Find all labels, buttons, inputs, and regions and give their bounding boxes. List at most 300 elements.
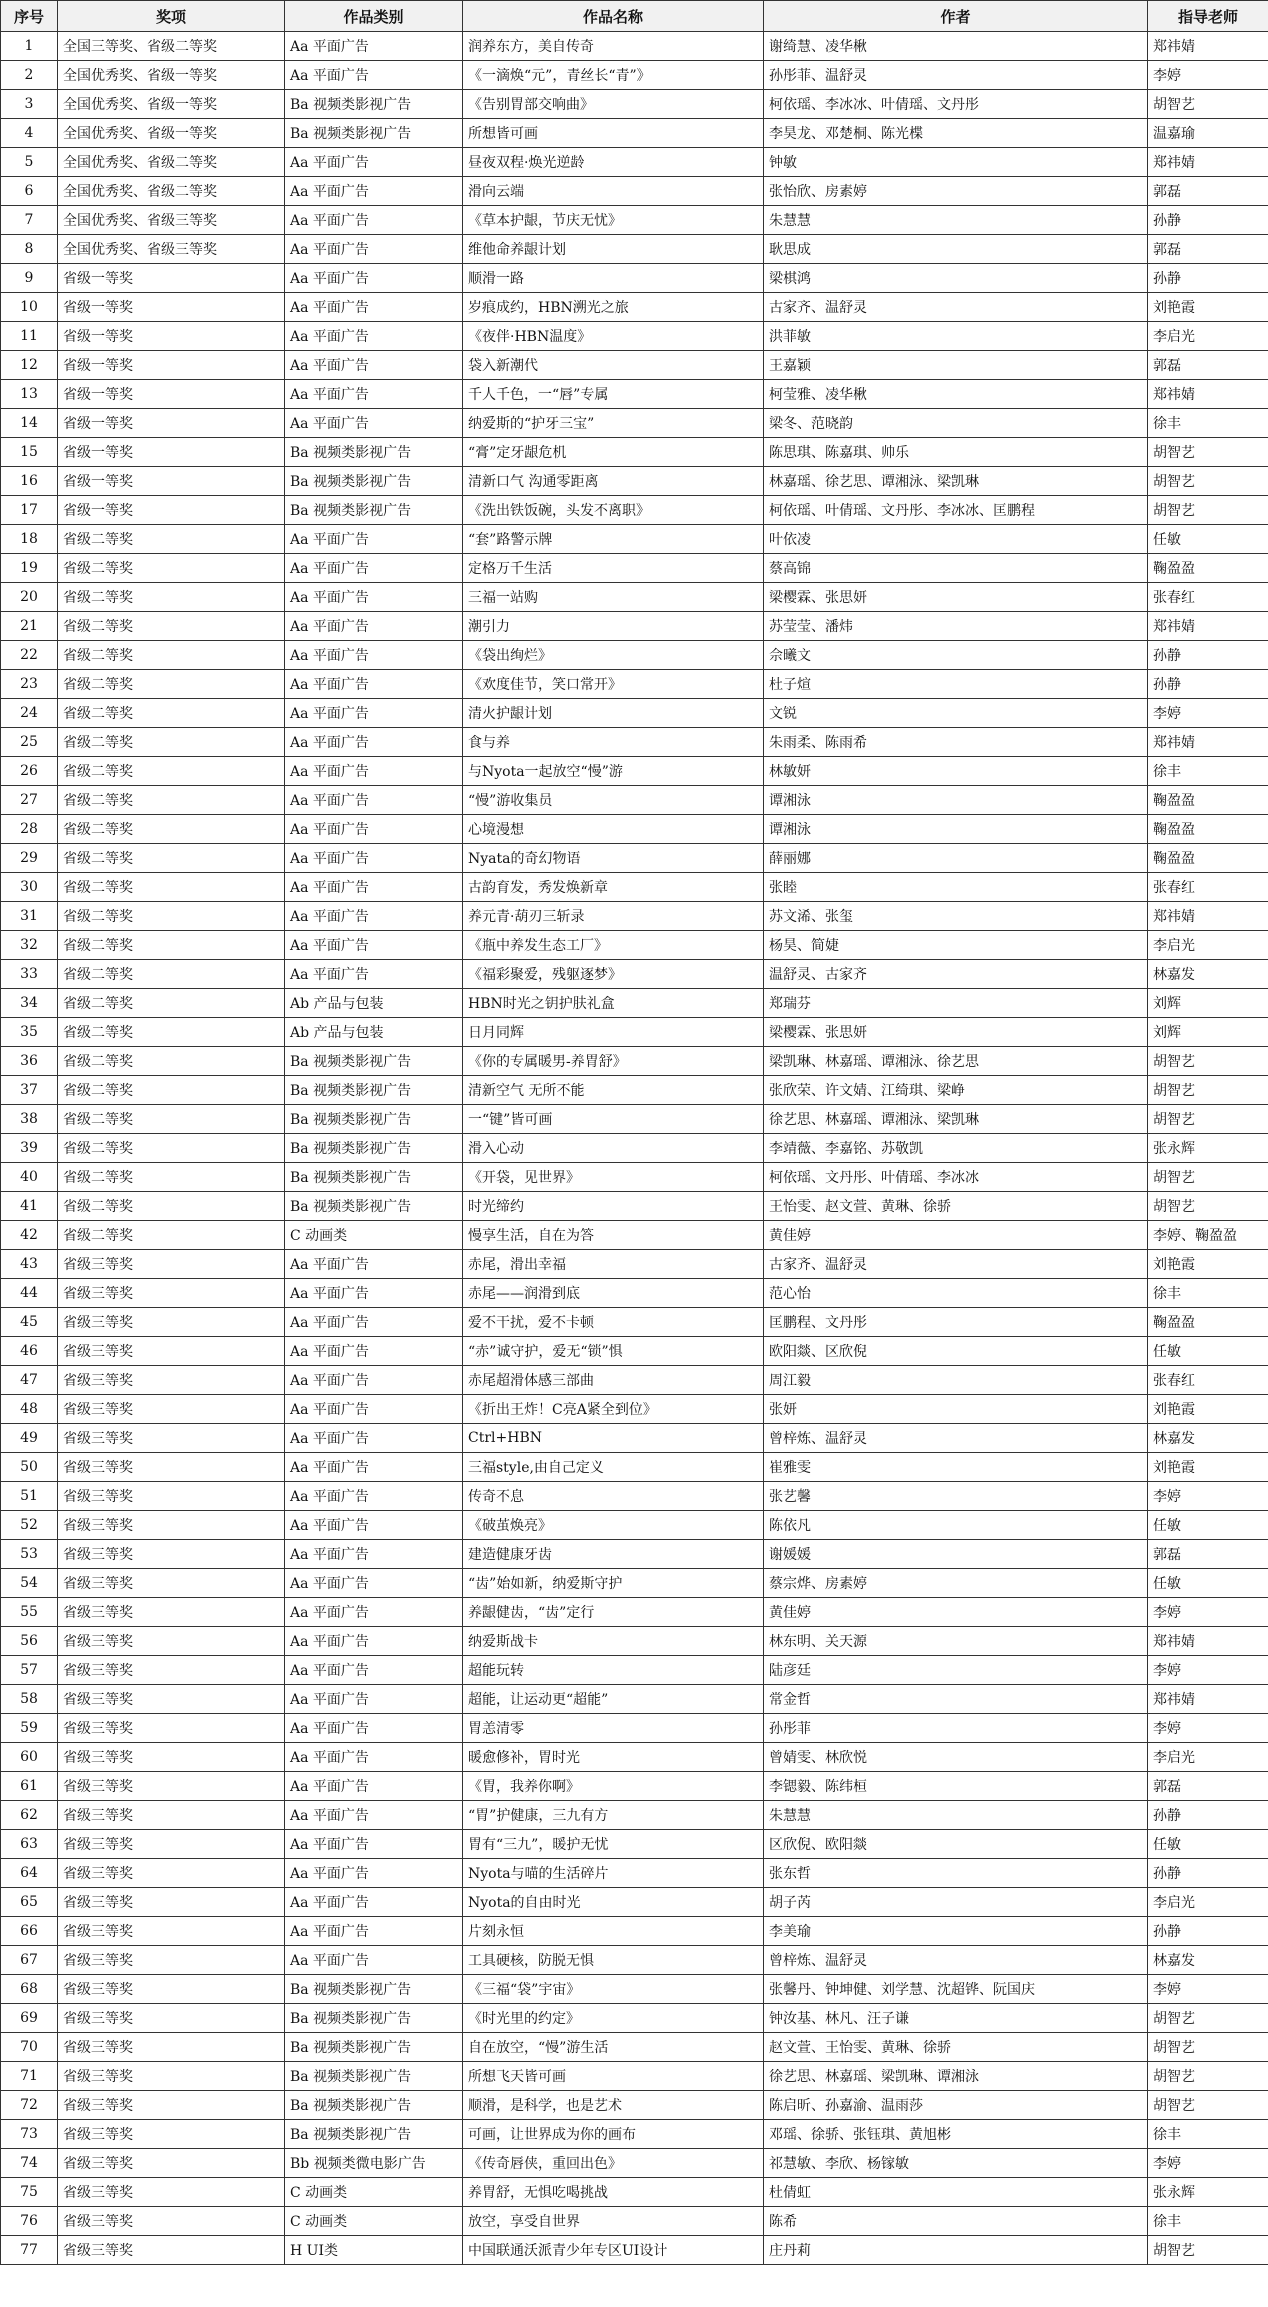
cell-teacher: 胡智艺 (1148, 2004, 1268, 2033)
cell-category: Aa 平面广告 (285, 206, 463, 235)
cell-category: Aa 平面广告 (285, 351, 463, 380)
table-row (1, 1656, 1268, 1685)
cell-authors: 朱雨柔、陈雨希 (764, 728, 1148, 757)
cell-authors: 梁樱霖、张思妍 (764, 1018, 1148, 1047)
table-row (1, 554, 1268, 583)
cell-authors: 周江毅 (764, 1366, 1148, 1395)
cell-category: Aa 平面广告 (285, 1917, 463, 1946)
cell-authors: 柯莹雅、凌华楸 (764, 380, 1148, 409)
cell-title: HBN时光之钥护肤礼盒 (463, 989, 764, 1018)
cell-title: 超能玩转 (463, 1656, 764, 1685)
cell-award: 省级二等奖 (58, 1018, 285, 1047)
cell-title: 胃有“三九”，暖护无忧 (463, 1830, 764, 1859)
cell-award: 省级一等奖 (58, 438, 285, 467)
cell-category: Ba 视频类影视广告 (285, 1134, 463, 1163)
cell-authors: 李靖薇、李嘉铭、苏敬凯 (764, 1134, 1148, 1163)
table-row (1, 1453, 1268, 1482)
cell-category: Aa 平面广告 (285, 1656, 463, 1685)
cell-authors: 朱慧慧 (764, 206, 1148, 235)
cell-authors: 陈依凡 (764, 1511, 1148, 1540)
cell-no: 29 (1, 844, 58, 873)
cell-award: 全国优秀奖、省级三等奖 (58, 206, 285, 235)
table-row (1, 61, 1268, 90)
cell-teacher: 林嘉发 (1148, 1946, 1268, 1975)
cell-authors: 文锐 (764, 699, 1148, 728)
cell-no: 71 (1, 2062, 58, 2091)
table-row (1, 2004, 1268, 2033)
table-row (1, 1482, 1268, 1511)
cell-authors: 钟汝基、林凡、汪子谦 (764, 2004, 1148, 2033)
cell-award: 全国优秀奖、省级二等奖 (58, 177, 285, 206)
cell-award: 省级三等奖 (58, 1685, 285, 1714)
table-row (1, 409, 1268, 438)
cell-title: 滑入心动 (463, 1134, 764, 1163)
cell-title: Nyata的奇幻物语 (463, 844, 764, 873)
cell-title: 潮引力 (463, 612, 764, 641)
cell-authors: 胡子芮 (764, 1888, 1148, 1917)
cell-category: Ba 视频类影视广告 (285, 1163, 463, 1192)
cell-title: 赤尾超滑体感三部曲 (463, 1366, 764, 1395)
cell-authors: 洪菲敏 (764, 322, 1148, 351)
cell-teacher: 鞠盈盈 (1148, 815, 1268, 844)
cell-title: 清新空气 无所不能 (463, 1076, 764, 1105)
cell-no: 76 (1, 2207, 58, 2236)
cell-award: 省级二等奖 (58, 583, 285, 612)
cell-title: 片刻永恒 (463, 1917, 764, 1946)
cell-authors: 蔡宗烨、房素婷 (764, 1569, 1148, 1598)
cell-award: 省级三等奖 (58, 1337, 285, 1366)
cell-no: 60 (1, 1743, 58, 1772)
cell-category: Aa 平面广告 (285, 1511, 463, 1540)
cell-award: 省级二等奖 (58, 525, 285, 554)
table-row (1, 32, 1268, 61)
cell-title: 古韵育发，秀发焕新章 (463, 873, 764, 902)
cell-title: 三福一站购 (463, 583, 764, 612)
table-row (1, 1366, 1268, 1395)
cell-no: 51 (1, 1482, 58, 1511)
cell-authors: 张睦 (764, 873, 1148, 902)
cell-teacher: 郑祎婧 (1148, 612, 1268, 641)
cell-award: 省级一等奖 (58, 496, 285, 525)
table-row (1, 1830, 1268, 1859)
cell-no: 44 (1, 1279, 58, 1308)
cell-no: 57 (1, 1656, 58, 1685)
cell-no: 74 (1, 2149, 58, 2178)
cell-teacher: 胡智艺 (1148, 2062, 1268, 2091)
cell-category: Aa 平面广告 (285, 1714, 463, 1743)
cell-category: Aa 平面广告 (285, 235, 463, 264)
cell-category: Aa 平面广告 (285, 32, 463, 61)
cell-teacher: 李启光 (1148, 931, 1268, 960)
cell-title: 《时光里的约定》 (463, 2004, 764, 2033)
cell-teacher: 张春红 (1148, 583, 1268, 612)
table-header-row (1, 1, 1268, 32)
table-row (1, 1221, 1268, 1250)
cell-teacher: 鞠盈盈 (1148, 844, 1268, 873)
cell-no: 24 (1, 699, 58, 728)
cell-category: Ba 视频类影视广告 (285, 1975, 463, 2004)
cell-category: Aa 平面广告 (285, 1946, 463, 1975)
cell-title: 爱不干扰，爱不卡顿 (463, 1308, 764, 1337)
cell-no: 12 (1, 351, 58, 380)
cell-category: Aa 平面广告 (285, 1859, 463, 1888)
cell-award: 省级二等奖 (58, 786, 285, 815)
cell-award: 省级二等奖 (58, 931, 285, 960)
table-row (1, 467, 1268, 496)
cell-award: 省级二等奖 (58, 815, 285, 844)
cell-authors: 梁樱霖、张思妍 (764, 583, 1148, 612)
cell-teacher: 刘艳霞 (1148, 1453, 1268, 1482)
table-body (1, 32, 1268, 2265)
table-row (1, 989, 1268, 1018)
cell-category: Aa 平面广告 (285, 699, 463, 728)
cell-teacher: 任敏 (1148, 1511, 1268, 1540)
cell-authors: 林东明、关天源 (764, 1627, 1148, 1656)
cell-no: 62 (1, 1801, 58, 1830)
cell-category: Aa 平面广告 (285, 1569, 463, 1598)
header-award: 奖项 (58, 1, 285, 32)
cell-teacher: 林嘉发 (1148, 960, 1268, 989)
cell-authors: 欧阳燚、区欣倪 (764, 1337, 1148, 1366)
cell-award: 省级一等奖 (58, 467, 285, 496)
cell-award: 省级一等奖 (58, 264, 285, 293)
cell-award: 省级三等奖 (58, 2236, 285, 2265)
cell-title: 日月同辉 (463, 1018, 764, 1047)
cell-title: “赤”诚守护，爱无“锁”惧 (463, 1337, 764, 1366)
cell-no: 22 (1, 641, 58, 670)
table-row (1, 293, 1268, 322)
table-row (1, 960, 1268, 989)
cell-authors: 古家齐、温舒灵 (764, 1250, 1148, 1279)
cell-no: 38 (1, 1105, 58, 1134)
cell-no: 23 (1, 670, 58, 699)
cell-no: 67 (1, 1946, 58, 1975)
cell-title: 《你的专属暖男-养胃舒》 (463, 1047, 764, 1076)
header-teacher: 指导老师 (1148, 1, 1268, 32)
cell-award: 省级二等奖 (58, 873, 285, 902)
cell-teacher: 胡智艺 (1148, 1192, 1268, 1221)
cell-authors: 张馨丹、钟坤健、刘学慧、沈超铧、阮国庆 (764, 1975, 1148, 2004)
cell-authors: 王怡雯、赵文萱、黄琳、徐骄 (764, 1192, 1148, 1221)
cell-category: Aa 平面广告 (285, 1482, 463, 1511)
cell-authors: 林敏妍 (764, 757, 1148, 786)
table-row (1, 786, 1268, 815)
cell-authors: 匡鹏程、文丹彤 (764, 1308, 1148, 1337)
cell-no: 66 (1, 1917, 58, 1946)
cell-title: 所想飞天皆可画 (463, 2062, 764, 2091)
cell-authors: 赵文萱、王怡雯、黄琳、徐骄 (764, 2033, 1148, 2062)
cell-title: 《草本护龈，节庆无忧》 (463, 206, 764, 235)
cell-category: Aa 平面广告 (285, 61, 463, 90)
cell-authors: 张东哲 (764, 1859, 1148, 1888)
cell-category: Ab 产品与包装 (285, 989, 463, 1018)
cell-award: 省级二等奖 (58, 554, 285, 583)
cell-teacher: 鞠盈盈 (1148, 786, 1268, 815)
cell-teacher: 任敏 (1148, 525, 1268, 554)
cell-no: 61 (1, 1772, 58, 1801)
cell-category: Ba 视频类影视广告 (285, 2062, 463, 2091)
cell-teacher: 李婷 (1148, 61, 1268, 90)
cell-award: 省级三等奖 (58, 1424, 285, 1453)
cell-category: Ba 视频类影视广告 (285, 2004, 463, 2033)
cell-category: Aa 平面广告 (285, 1453, 463, 1482)
cell-award: 省级二等奖 (58, 612, 285, 641)
cell-no: 13 (1, 380, 58, 409)
cell-teacher: 郭磊 (1148, 177, 1268, 206)
cell-teacher: 郑祎婧 (1148, 380, 1268, 409)
cell-authors: 郑瑞芬 (764, 989, 1148, 1018)
cell-teacher: 徐丰 (1148, 2120, 1268, 2149)
cell-award: 省级三等奖 (58, 1859, 285, 1888)
cell-teacher: 郭磊 (1148, 1772, 1268, 1801)
cell-no: 46 (1, 1337, 58, 1366)
cell-no: 25 (1, 728, 58, 757)
cell-no: 45 (1, 1308, 58, 1337)
cell-award: 省级三等奖 (58, 2207, 285, 2236)
cell-award: 省级二等奖 (58, 1221, 285, 1250)
cell-award: 省级三等奖 (58, 1801, 285, 1830)
cell-award: 省级三等奖 (58, 2062, 285, 2091)
cell-category: Aa 平面广告 (285, 1540, 463, 1569)
cell-category: Aa 平面广告 (285, 1308, 463, 1337)
table-row (1, 1018, 1268, 1047)
cell-teacher: 刘辉 (1148, 989, 1268, 1018)
cell-no: 14 (1, 409, 58, 438)
cell-no: 28 (1, 815, 58, 844)
table-row (1, 728, 1268, 757)
cell-award: 省级三等奖 (58, 1569, 285, 1598)
cell-award: 省级二等奖 (58, 699, 285, 728)
cell-no: 5 (1, 148, 58, 177)
cell-authors: 张妍 (764, 1395, 1148, 1424)
cell-category: Ba 视频类影视广告 (285, 2033, 463, 2062)
cell-category: Aa 平面广告 (285, 786, 463, 815)
cell-title: 工具硬核，防脱无惧 (463, 1946, 764, 1975)
cell-no: 40 (1, 1163, 58, 1192)
cell-award: 省级三等奖 (58, 1511, 285, 1540)
cell-title: 《三福“袋”宇宙》 (463, 1975, 764, 2004)
cell-authors: 崔雅雯 (764, 1453, 1148, 1482)
cell-teacher: 刘艳霞 (1148, 1395, 1268, 1424)
cell-authors: 邓瑶、徐骄、张钰琪、黄旭彬 (764, 2120, 1148, 2149)
cell-teacher: 孙静 (1148, 641, 1268, 670)
cell-title: 养元青·葫刃三斩录 (463, 902, 764, 931)
cell-category: Aa 平面广告 (285, 902, 463, 931)
cell-authors: 柯依瑶、李冰冰、叶倩瑶、文丹彤 (764, 90, 1148, 119)
cell-award: 省级三等奖 (58, 2091, 285, 2120)
cell-no: 47 (1, 1366, 58, 1395)
cell-title: Ctrl+HBN (463, 1424, 764, 1453)
cell-no: 48 (1, 1395, 58, 1424)
cell-authors: 李锶毅、陈纬桓 (764, 1772, 1148, 1801)
cell-authors: 钟敏 (764, 148, 1148, 177)
table-row (1, 1540, 1268, 1569)
table-row (1, 1627, 1268, 1656)
cell-teacher: 徐丰 (1148, 409, 1268, 438)
cell-award: 省级三等奖 (58, 2004, 285, 2033)
table-row (1, 815, 1268, 844)
cell-title: 《欢度佳节，笑口常开》 (463, 670, 764, 699)
cell-category: Aa 平面广告 (285, 612, 463, 641)
cell-title: “齿”始如新，纳爱斯守护 (463, 1569, 764, 1598)
cell-teacher: 李启光 (1148, 322, 1268, 351)
cell-authors: 古家齐、温舒灵 (764, 293, 1148, 322)
cell-teacher: 刘艳霞 (1148, 1250, 1268, 1279)
cell-teacher: 李婷 (1148, 1714, 1268, 1743)
cell-category: Ba 视频类影视广告 (285, 119, 463, 148)
cell-authors: 温舒灵、古家齐 (764, 960, 1148, 989)
cell-award: 省级二等奖 (58, 844, 285, 873)
cell-authors: 陈希 (764, 2207, 1148, 2236)
cell-category: Aa 平面广告 (285, 1888, 463, 1917)
cell-teacher: 徐丰 (1148, 757, 1268, 786)
cell-title: “套”路警示牌 (463, 525, 764, 554)
cell-authors: 谢媛媛 (764, 1540, 1148, 1569)
cell-no: 68 (1, 1975, 58, 2004)
table-row (1, 902, 1268, 931)
cell-no: 11 (1, 322, 58, 351)
cell-authors: 祁慧敏、李欣、杨镓敏 (764, 2149, 1148, 2178)
cell-teacher: 胡智艺 (1148, 1076, 1268, 1105)
cell-category: Aa 平面广告 (285, 583, 463, 612)
cell-authors: 李美瑜 (764, 1917, 1148, 1946)
table-row (1, 1192, 1268, 1221)
cell-title: 养龈健齿，“齿”定行 (463, 1598, 764, 1627)
header-title: 作品名称 (463, 1, 764, 32)
cell-title: 养胃舒，无惧吃喝挑战 (463, 2178, 764, 2207)
cell-award: 省级二等奖 (58, 757, 285, 786)
cell-teacher: 胡智艺 (1148, 1163, 1268, 1192)
cell-teacher: 郑祎婧 (1148, 728, 1268, 757)
cell-title: 纳爱斯的“护牙三宝” (463, 409, 764, 438)
cell-title: 放空，享受自世界 (463, 2207, 764, 2236)
cell-title: 一“键”皆可画 (463, 1105, 764, 1134)
cell-title: 传奇不息 (463, 1482, 764, 1511)
cell-award: 省级一等奖 (58, 409, 285, 438)
cell-title: 顺滑一路 (463, 264, 764, 293)
cell-award: 省级二等奖 (58, 1076, 285, 1105)
table-row (1, 670, 1268, 699)
cell-no: 7 (1, 206, 58, 235)
table-row (1, 438, 1268, 467)
cell-award: 省级三等奖 (58, 1366, 285, 1395)
cell-authors: 庄丹莉 (764, 2236, 1148, 2265)
cell-no: 19 (1, 554, 58, 583)
cell-category: Aa 平面广告 (285, 960, 463, 989)
cell-teacher: 李启光 (1148, 1888, 1268, 1917)
table-row (1, 844, 1268, 873)
cell-teacher: 李婷 (1148, 1598, 1268, 1627)
cell-award: 省级三等奖 (58, 1627, 285, 1656)
cell-authors: 陈启昕、孙嘉渝、温雨莎 (764, 2091, 1148, 2120)
cell-award: 省级三等奖 (58, 1975, 285, 2004)
cell-category: Aa 平面广告 (285, 380, 463, 409)
cell-award: 省级三等奖 (58, 1395, 285, 1424)
table-row (1, 1047, 1268, 1076)
cell-award: 全国优秀奖、省级一等奖 (58, 90, 285, 119)
cell-authors: 谭湘泳 (764, 815, 1148, 844)
table-row (1, 2062, 1268, 2091)
cell-no: 42 (1, 1221, 58, 1250)
cell-category: Aa 平面广告 (285, 409, 463, 438)
cell-teacher: 刘辉 (1148, 1018, 1268, 1047)
cell-award: 全国三等奖、省级二等奖 (58, 32, 285, 61)
cell-award: 省级三等奖 (58, 1917, 285, 1946)
table-row (1, 1743, 1268, 1772)
cell-title: 润养东方，美自传奇 (463, 32, 764, 61)
table-row (1, 119, 1268, 148)
table-row (1, 322, 1268, 351)
cell-award: 省级二等奖 (58, 1047, 285, 1076)
cell-title: 超能，让运动更“超能” (463, 1685, 764, 1714)
table-row (1, 2033, 1268, 2062)
cell-category: Aa 平面广告 (285, 844, 463, 873)
cell-authors: 张艺馨 (764, 1482, 1148, 1511)
table-row (1, 1308, 1268, 1337)
cell-title: 《一滴焕“元”，青丝长“青”》 (463, 61, 764, 90)
cell-teacher: 胡智艺 (1148, 2236, 1268, 2265)
cell-authors: 薛丽娜 (764, 844, 1148, 873)
cell-award: 省级三等奖 (58, 2178, 285, 2207)
cell-no: 75 (1, 2178, 58, 2207)
table-row (1, 1946, 1268, 1975)
cell-no: 2 (1, 61, 58, 90)
cell-authors: 李昊龙、邓楚桐、陈光楪 (764, 119, 1148, 148)
cell-no: 9 (1, 264, 58, 293)
cell-title: 三福style,由自己定义 (463, 1453, 764, 1482)
cell-category: Aa 平面广告 (285, 1627, 463, 1656)
cell-teacher: 郑祎婧 (1148, 1685, 1268, 1714)
cell-teacher: 孙静 (1148, 264, 1268, 293)
cell-authors: 梁冬、范晓韵 (764, 409, 1148, 438)
cell-title: 昼夜双程·焕光逆龄 (463, 148, 764, 177)
table-row (1, 699, 1268, 728)
cell-title: 食与养 (463, 728, 764, 757)
cell-category: C 动画类 (285, 2207, 463, 2236)
cell-no: 54 (1, 1569, 58, 1598)
table-row (1, 525, 1268, 554)
table-row (1, 2149, 1268, 2178)
cell-category: Ba 视频类影视广告 (285, 2091, 463, 2120)
cell-no: 30 (1, 873, 58, 902)
cell-teacher: 李婷、鞠盈盈 (1148, 1221, 1268, 1250)
cell-no: 34 (1, 989, 58, 1018)
cell-authors: 柯依瑶、文丹彤、叶倩瑶、李冰冰 (764, 1163, 1148, 1192)
cell-title: 《洗出铁饭碗，头发不离职》 (463, 496, 764, 525)
table-row (1, 1975, 1268, 2004)
cell-authors: 曾梓炼、温舒灵 (764, 1946, 1148, 1975)
table-row (1, 351, 1268, 380)
cell-title: “慢”游收集员 (463, 786, 764, 815)
table-row (1, 177, 1268, 206)
cell-authors: 常金哲 (764, 1685, 1148, 1714)
cell-category: Ba 视频类影视广告 (285, 1105, 463, 1134)
cell-authors: 王嘉颖 (764, 351, 1148, 380)
cell-category: Aa 平面广告 (285, 148, 463, 177)
cell-category: Aa 平面广告 (285, 757, 463, 786)
header-authors: 作者 (764, 1, 1148, 32)
table-row (1, 583, 1268, 612)
cell-authors: 张欣荣、许文婧、江绮琪、梁峥 (764, 1076, 1148, 1105)
cell-award: 省级二等奖 (58, 641, 285, 670)
cell-no: 1 (1, 32, 58, 61)
cell-no: 36 (1, 1047, 58, 1076)
cell-teacher: 张永辉 (1148, 2178, 1268, 2207)
cell-no: 15 (1, 438, 58, 467)
cell-no: 20 (1, 583, 58, 612)
cell-title: 《破茧焕亮》 (463, 1511, 764, 1540)
cell-no: 21 (1, 612, 58, 641)
